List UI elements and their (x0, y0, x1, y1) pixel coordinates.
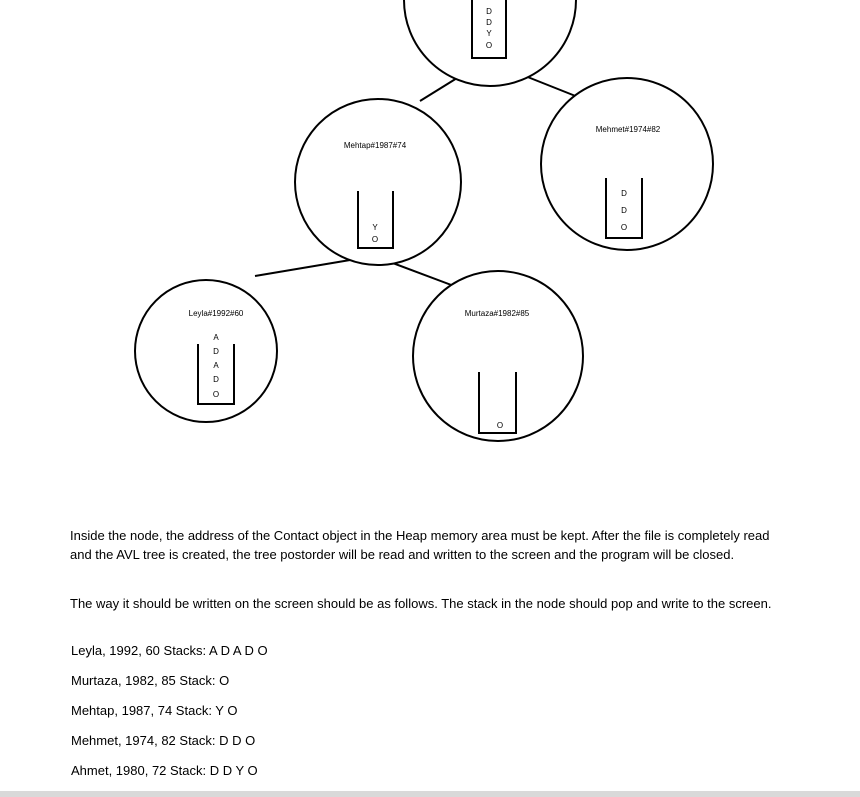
stack-item: Y (486, 29, 492, 38)
stack-item: D (213, 347, 219, 356)
output-line-ahmet: Ahmet, 1980, 72 Stack: D D Y O (71, 763, 258, 778)
stack-item: A (213, 333, 219, 342)
stack-item: O (212, 390, 220, 399)
instruction-paragraph: The way it should be written on the screen should be as follows. The stack in the node should pop and write to the screen. (70, 596, 772, 611)
stack-item: O (496, 421, 504, 430)
output-line-leyla: Leyla, 1992, 60 Stacks: A D A D O (71, 643, 268, 658)
stack-item: O (485, 41, 493, 50)
stack-item: O (371, 235, 379, 244)
tree-node-murtaza (413, 271, 583, 441)
tree-node-leyla (135, 280, 277, 422)
stack-item: Y (372, 223, 378, 232)
tree-node-root (404, 0, 576, 86)
output-line-mehmet: Mehmet, 1974, 82 Stack: D D O (71, 733, 256, 748)
node-label: Leyla#1992#60 (188, 309, 244, 318)
stack-item: D (486, 18, 492, 27)
node-label: Mehmet#1974#82 (595, 125, 661, 134)
tree-node-mehmet (541, 78, 713, 250)
stack-item: D (621, 206, 627, 215)
output-line-murtaza: Murtaza, 1982, 85 Stack: O (71, 673, 230, 688)
stack-item: D (621, 189, 627, 198)
stack-item: D (486, 7, 492, 16)
description-paragraph: Inside the node, the address of the Contact object in the Heap memory area must be kept. After the file is completely read and the AVL tree is created, the tree postorder will be read and written to the screen and the program will be closed. (70, 528, 770, 562)
stack-item: O (620, 223, 628, 232)
node-label: Mehtap#1987#74 (343, 141, 407, 150)
stack-item: A (213, 361, 219, 370)
tree-node-mehtap (295, 99, 461, 265)
output-line-mehtap: Mehtap, 1987, 74 Stack: Y O (71, 703, 238, 718)
stack-item: D (213, 375, 219, 384)
page-bottom-edge (0, 791, 860, 797)
node-label: Murtaza#1982#85 (464, 309, 530, 318)
